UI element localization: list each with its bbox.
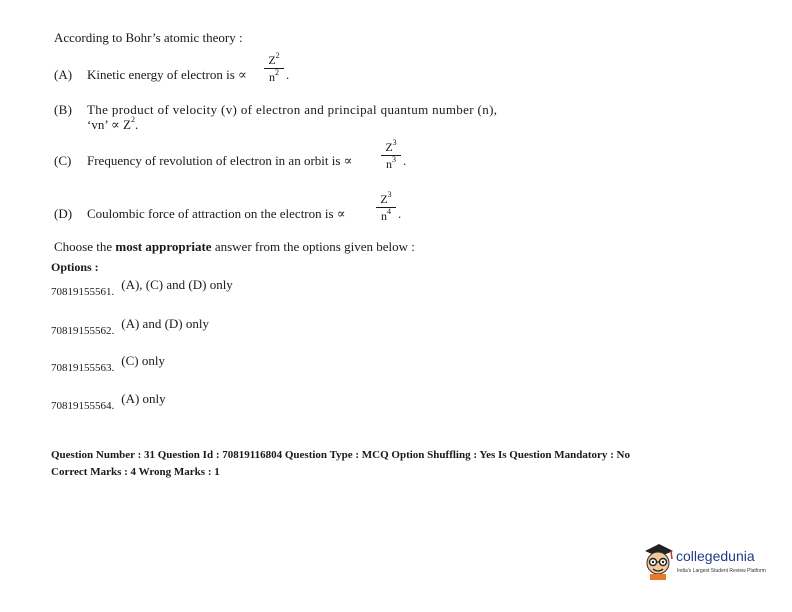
option-id: 70819155563.: [51, 362, 115, 374]
logo-tagline: India's Largest Student Review Platform: [677, 568, 766, 574]
option-text: (C) only: [121, 353, 165, 368]
option-id: 70819155561.: [51, 286, 115, 298]
option-id: 70819155562.: [51, 325, 115, 337]
option-text: (A) only: [121, 391, 166, 406]
statement-d-period: .: [398, 206, 402, 221]
question-meta-line-1: Question Number : 31 Question Id : 70819116804 Question Type : MCQ Option Shuffling : Yes Is Question Mandatory : No: [51, 449, 630, 461]
statement-a-text: Kinetic energy of electron is ∝: [87, 67, 247, 82]
statement-c-fraction: $Z^3$ $n^3$: [381, 141, 401, 170]
statement-a-fraction: $Z^2$ $n^2$: [264, 54, 284, 83]
option-3[interactable]: [51, 352, 165, 374]
option-text: (A) and (D) only: [121, 316, 209, 331]
question-meta-line-2: Correct Marks : 4 Wrong Marks : 1: [51, 466, 220, 478]
option-id: 70819155564.: [51, 400, 115, 412]
statement-b-relation: ‘vn’ ∝ $Z^2$.: [87, 115, 139, 132]
statement-c-period: .: [403, 153, 407, 168]
statement-d-text: Coulombic force of attraction on the electron is ∝: [87, 206, 346, 221]
instruction: Choose the most appropriate answer from the options given below :: [54, 239, 415, 254]
statement-a-label: (A): [54, 67, 73, 82]
statement-c-label: (C): [54, 153, 72, 168]
statement-b-label: (B): [54, 102, 73, 117]
option-1[interactable]: [51, 276, 233, 298]
question-intro: According to Bohr’s atomic theory :: [54, 30, 243, 45]
statement-b-text: The product of velocity (v) of electron and principal quantum number (n),: [87, 102, 498, 117]
statement-a-period: .: [286, 67, 290, 82]
option-2[interactable]: [51, 315, 209, 337]
statement-d-fraction: $Z^3$ $n^4$: [376, 193, 396, 222]
student-mascot-icon: [641, 541, 675, 581]
option-text: (A), (C) and (D) only: [121, 277, 233, 292]
option-4[interactable]: [51, 390, 166, 412]
logo-wordmark: collegedunia: [676, 548, 755, 564]
statement-c-text: Frequency of revolution of electron in an orbit is ∝: [87, 153, 353, 168]
options-heading: Options :: [51, 260, 99, 274]
statement-d-label: (D): [54, 206, 73, 221]
